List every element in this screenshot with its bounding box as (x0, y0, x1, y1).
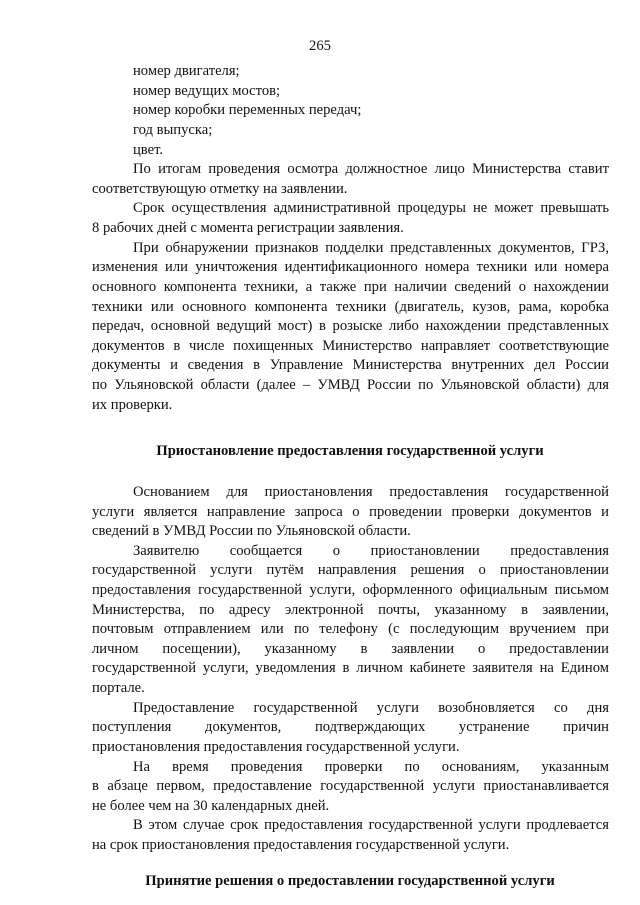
list-item: год выпуска; (133, 122, 213, 138)
paragraph-line: на срок приостановления предоставления государственной услуги. (92, 837, 510, 853)
page-number: 265 (309, 38, 331, 54)
list-item: номер коробки переменных передач; (133, 102, 362, 118)
paragraph-line: по Ульяновской области (далее – УМВД России по Ульяновской области) для (92, 377, 609, 393)
section-heading-suspension: Приостановление предоставления государственной услуги (156, 443, 544, 459)
list-item: номер ведущих мостов; (133, 83, 281, 99)
paragraph-line: соответствующую отметку на заявлении. (92, 181, 348, 197)
paragraph-line: их проверки. (92, 397, 173, 413)
list-item: номер двигателя; (133, 63, 240, 79)
paragraph-line: передач, основной ведущий мост) в розыске либо нахождении представленных (92, 318, 609, 334)
paragraph-line: поступления документов, подтверждающих устранение причин (92, 719, 609, 735)
paragraph-line: При обнаружении признаков подделки представленных документов, ГРЗ, (133, 240, 609, 256)
paragraph-line: изменения или уничтожения идентификационного номера техники или номера (92, 259, 609, 275)
paragraph-line: в абзаце первом, предоставление государственной услуги приостанавливается (92, 778, 609, 794)
paragraph-line: личном посещении), указанному в заявлении о предоставлении (92, 641, 609, 657)
paragraph-line: В этом случае срок предоставления государственной услуги продлевается (133, 817, 609, 833)
list-item: цвет. (133, 142, 164, 158)
paragraph-line: сведений в УМВД России по Ульяновской области. (92, 523, 411, 539)
paragraph-line: Основанием для приостановления предоставления государственной (133, 484, 609, 500)
paragraph-line: Срок осуществления административной процедуры не может превышать (133, 200, 609, 216)
paragraph-line: Министерства, по адресу электронной почты, указанному в заявлении, (92, 602, 609, 618)
section-heading-decision: Принятие решения о предоставлении государственной услуги (145, 873, 555, 889)
paragraph-line: На время проведения проверки по основаниям, указанным (133, 759, 609, 775)
paragraph-line: портале. (92, 680, 145, 696)
paragraph-line: основного компонента техники, а также при наличии сведений о нахождении (92, 279, 609, 295)
paragraph-line: Заявителю сообщается о приостановлении предоставления (133, 543, 609, 559)
paragraph-line: документы и сведения в Управление Министерства внутренних дел России (92, 357, 609, 373)
paragraph-line: Предоставление государственной услуги возобновляется со дня (133, 700, 609, 716)
paragraph-line: 8 рабочих дней с момента регистрации заявления. (92, 220, 404, 236)
paragraph-line: услуги является направление запроса о проведении проверки документов и (92, 504, 609, 520)
paragraph-line: предоставления государственной услуги, оформленного официальным письмом (92, 582, 609, 598)
paragraph-line: По итогам проведения осмотра должностное лицо Министерства ставит (133, 161, 609, 177)
paragraph-line: приостановления предоставления государственной услуги. (92, 739, 460, 755)
paragraph-line: документов в числе похищенных Министерство направляет соответствующие (92, 338, 609, 354)
paragraph-line: государственной услуги, уведомления в личном кабинете заявителя на Едином (92, 660, 609, 676)
paragraph-line: техники или основного компонента техники (двигатель, кузов, рама, коробка (92, 299, 609, 315)
paragraph-line: не более чем на 30 календарных дней. (92, 798, 330, 814)
paragraph-line: почтовым отправлением или по телефону (с последующим вручением при (92, 621, 609, 637)
paragraph-line: государственной услуги путём направления решения о приостановлении (92, 562, 609, 578)
